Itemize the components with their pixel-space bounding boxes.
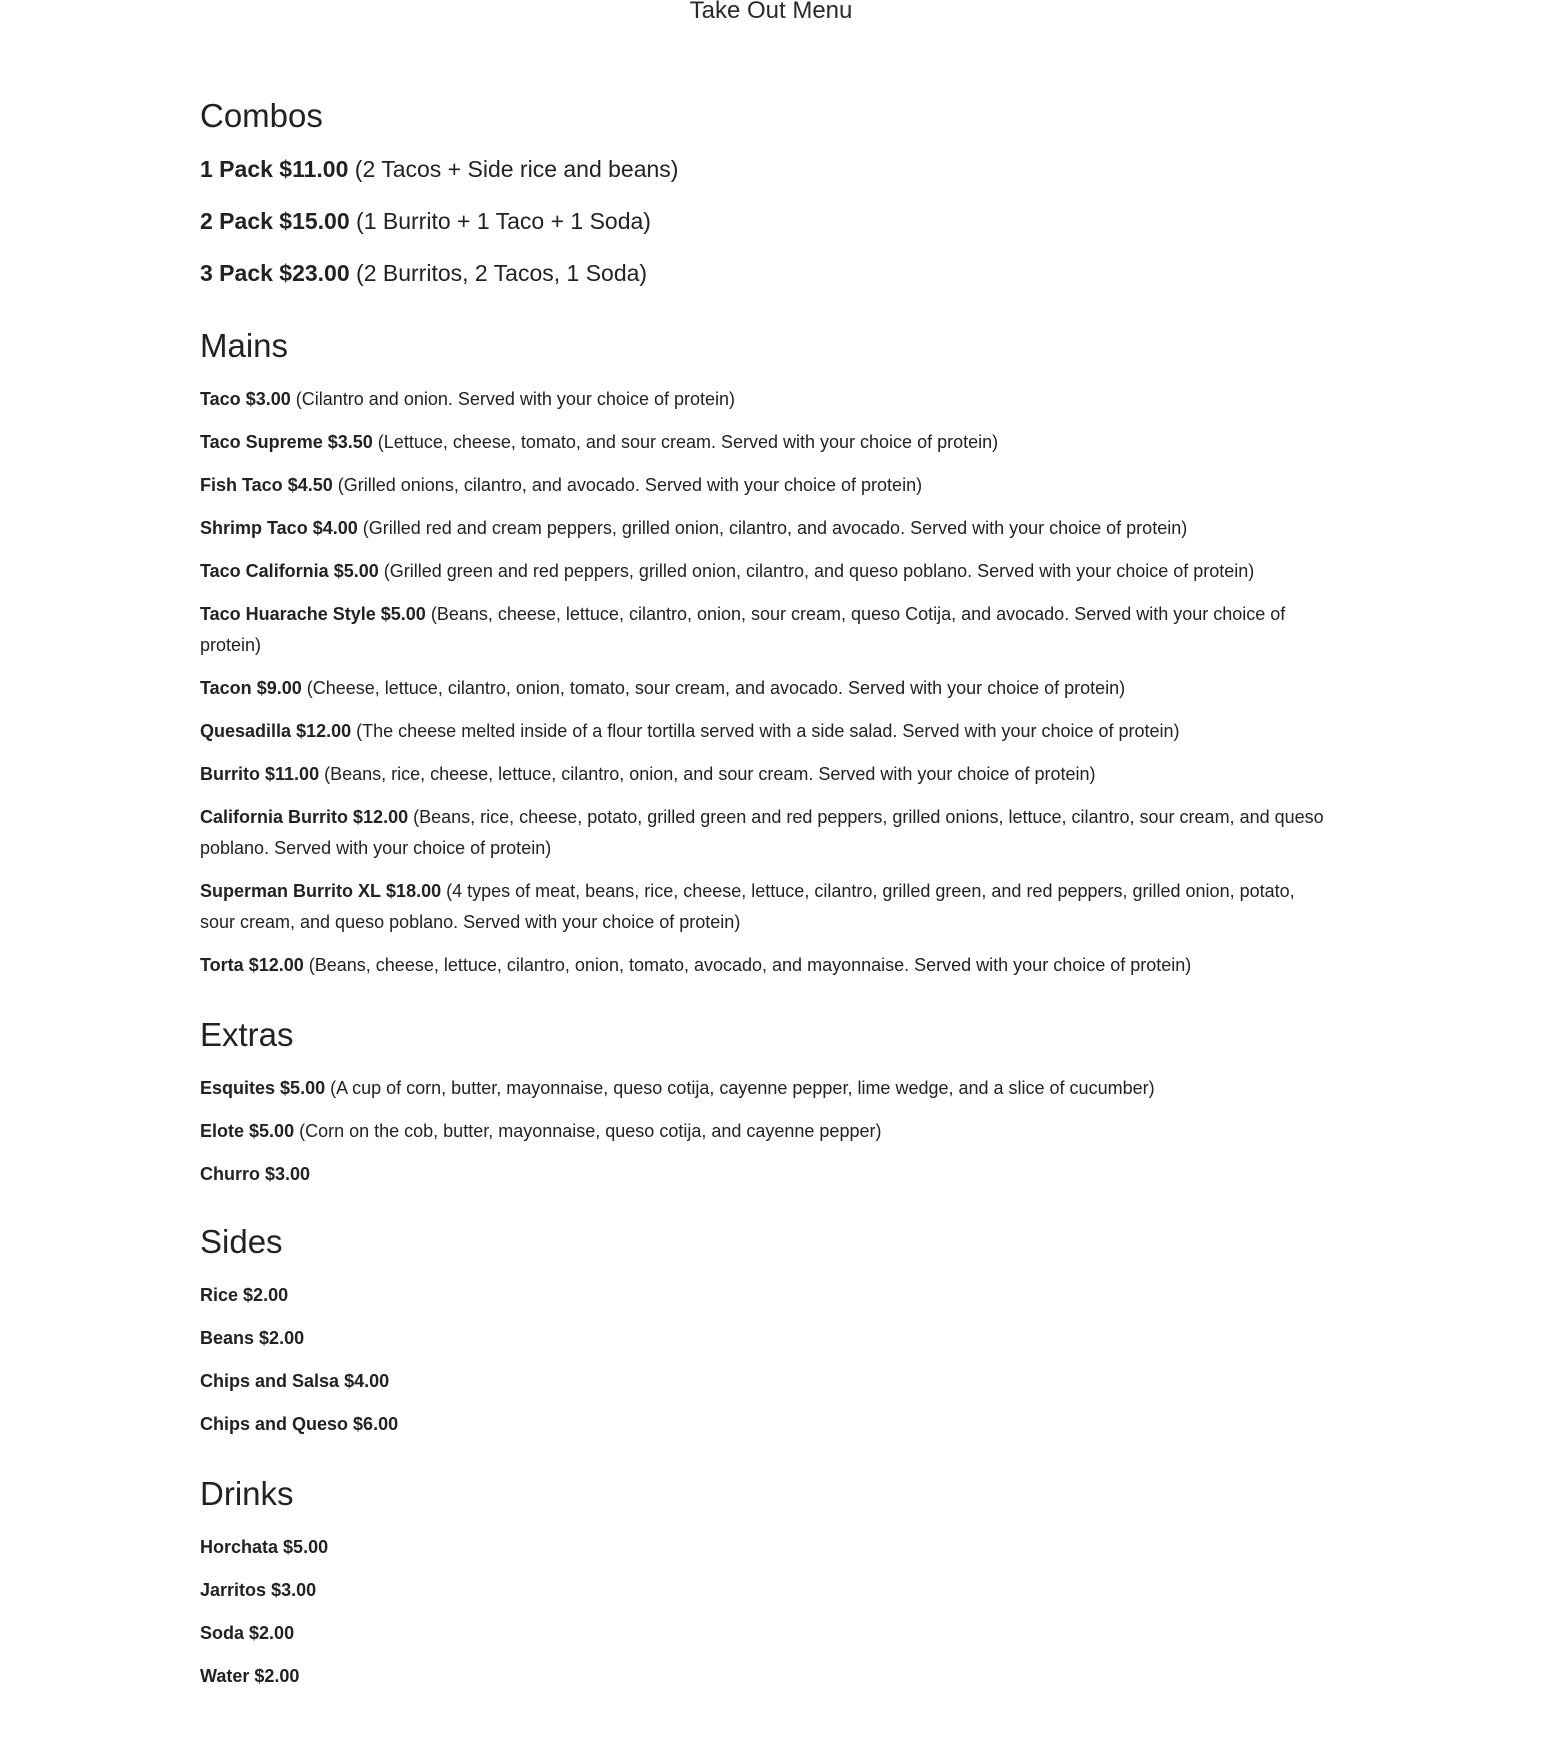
menu-item — [200, 258, 1330, 288]
item-name: Taco — [200, 389, 241, 409]
item-price: $3.00 — [245, 389, 291, 409]
item-description: (Cilantro and onion. Served with your choice of protein) — [295, 389, 735, 409]
section-heading-extras: Extras — [200, 1016, 294, 1053]
item-price: $6.00 — [353, 1414, 399, 1434]
item-price: $4.00 — [344, 1371, 390, 1391]
item-name: 3 Pack — [200, 260, 273, 286]
item-price: $12.00 — [248, 955, 304, 975]
item-name: Water — [200, 1666, 250, 1686]
item-price: $5.00 — [249, 1121, 295, 1141]
menu-item — [200, 802, 1330, 864]
item-price: $4.00 — [312, 518, 358, 538]
page-title: Take Out Menu — [689, 0, 853, 24]
menu-item — [200, 1532, 1330, 1563]
item-price: $4.50 — [287, 475, 333, 495]
menu-item — [200, 556, 1330, 587]
menu-item — [200, 1661, 1330, 1692]
item-price: $11.00 — [279, 156, 349, 182]
item-price: $3.00 — [271, 1580, 317, 1600]
menu-item — [200, 876, 1330, 938]
item-price: $11.00 — [265, 764, 320, 784]
section-combos — [200, 96, 1330, 288]
item-name: Soda — [200, 1623, 245, 1643]
item-description: (Grilled green and red peppers, grilled onion, cilantro, and queso poblano. Served with your choice of protein) — [383, 561, 1255, 581]
section-heading-combos: Combos — [200, 97, 323, 134]
menu-item — [200, 1323, 1330, 1354]
item-description: (Corn on the cob, butter, mayonnaise, queso cotija, and cayenne pepper) — [299, 1121, 882, 1141]
item-description: (The cheese melted inside of a flour tortilla served with a side salad. Served with your choice of protein) — [356, 721, 1180, 741]
menu-item — [200, 1366, 1330, 1397]
item-description: (2 Tacos + Side rice and beans) — [354, 156, 679, 182]
item-name: Taco Supreme — [200, 432, 323, 452]
item-description: (2 Burritos, 2 Tacos, 1 Soda) — [356, 260, 648, 286]
item-price: $2.00 — [243, 1285, 289, 1305]
item-name: Esquites — [200, 1078, 276, 1098]
section-heading-mains: Mains — [200, 327, 289, 364]
item-name: Horchata — [200, 1537, 279, 1557]
item-name: Churro — [200, 1164, 260, 1184]
menu-item — [200, 673, 1330, 704]
item-price: $5.00 — [333, 561, 379, 581]
menu-item — [200, 1280, 1330, 1311]
item-name: Superman Burrito XL — [200, 881, 382, 901]
item-description: (4 types of meat, beans, rice, cheese, lettuce, cilantro, grilled green, and red peppers, grilled onion, potato, sour cream, and queso poblano. Served with your choice of protein) — [200, 881, 1295, 932]
item-name: Quesadilla — [200, 721, 292, 741]
item-name: Beans — [200, 1328, 255, 1348]
item-price: $2.00 — [249, 1623, 295, 1643]
item-price: $12.00 — [353, 807, 409, 827]
item-price: $23.00 — [279, 260, 350, 286]
menu-item — [200, 1575, 1330, 1606]
item-name: Taco Huarache Style — [200, 604, 376, 624]
menu-item — [200, 206, 1330, 236]
item-price: $2.00 — [254, 1666, 300, 1686]
menu-item — [200, 427, 1330, 458]
section-heading-drinks: Drinks — [200, 1475, 294, 1512]
menu-item — [200, 384, 1330, 415]
item-price: $18.00 — [386, 881, 442, 901]
item-description: (Beans, cheese, lettuce, cilantro, onion, tomato, avocado, and mayonnaise. Served with your choice of protein) — [308, 955, 1192, 975]
item-price: $12.00 — [296, 721, 352, 741]
item-description: (Grilled red and cream peppers, grilled onion, cilantro, and avocado. Served with your choice of protein) — [362, 518, 1188, 538]
item-description: (Beans, rice, cheese, lettuce, cilantro, onion, and sour cream. Served with your choice of protein) — [324, 764, 1096, 784]
item-name: Burrito — [200, 764, 260, 784]
item-name: Jarritos — [200, 1580, 267, 1600]
item-name: Shrimp Taco — [200, 518, 308, 538]
section-drinks — [200, 1474, 1330, 1692]
item-name: Torta — [200, 955, 244, 975]
menu-item — [200, 599, 1330, 661]
item-price: $5.00 — [280, 1078, 326, 1098]
item-price: $2.00 — [259, 1328, 305, 1348]
item-description: (Lettuce, cheese, tomato, and sour cream. Served with your choice of protein) — [377, 432, 999, 452]
menu-item — [200, 950, 1330, 981]
item-name: Taco California — [200, 561, 329, 581]
menu-item — [200, 1073, 1330, 1104]
menu-item — [200, 1618, 1330, 1649]
menu-item — [200, 1159, 1330, 1190]
item-price: $5.00 — [283, 1537, 329, 1557]
item-name: Rice — [200, 1285, 239, 1305]
item-description: (Beans, rice, cheese, potato, grilled green and red peppers, grilled onions, lettuce, cilantro, sour cream, and queso poblano. Served with your choice of protein) — [200, 807, 1324, 858]
item-price: $3.50 — [327, 432, 373, 452]
section-mains — [200, 326, 1330, 981]
item-price: $5.00 — [380, 604, 426, 624]
menu-item — [200, 1409, 1330, 1440]
item-name: Chips and Queso — [200, 1414, 349, 1434]
menu-item — [200, 759, 1330, 790]
item-price: $15.00 — [279, 208, 350, 234]
menu-item — [200, 513, 1330, 544]
item-name: Fish Taco — [200, 475, 283, 495]
item-description: (Cheese, lettuce, cilantro, onion, tomato, sour cream, and avocado. Served with your choice of protein) — [306, 678, 1126, 698]
menu-item — [200, 470, 1330, 501]
item-description: (A cup of corn, butter, mayonnaise, queso cotija, cayenne pepper, lime wedge, and a slice of cucumber) — [330, 1078, 1155, 1098]
item-price: $9.00 — [256, 678, 302, 698]
menu-item — [200, 716, 1330, 747]
item-price: $3.00 — [265, 1164, 311, 1184]
item-name: 2 Pack — [200, 208, 273, 234]
item-description: (1 Burrito + 1 Taco + 1 Soda) — [356, 208, 651, 234]
section-extras — [200, 1015, 1330, 1190]
item-name: 1 Pack — [200, 156, 273, 182]
menu-item — [200, 154, 1330, 184]
item-name: Elote — [200, 1121, 245, 1141]
section-heading-sides: Sides — [200, 1223, 283, 1260]
item-description: (Beans, cheese, lettuce, cilantro, onion, sour cream, queso Cotija, and avocado. Served with your choice of protein) — [200, 604, 1286, 655]
item-name: Tacon — [200, 678, 252, 698]
section-sides — [200, 1222, 1330, 1440]
menu-item — [200, 1116, 1330, 1147]
item-description: (Grilled onions, cilantro, and avocado. Served with your choice of protein) — [337, 475, 923, 495]
item-name: Chips and Salsa — [200, 1371, 340, 1391]
menu-content — [200, 96, 1330, 1704]
item-name: California Burrito — [200, 807, 349, 827]
